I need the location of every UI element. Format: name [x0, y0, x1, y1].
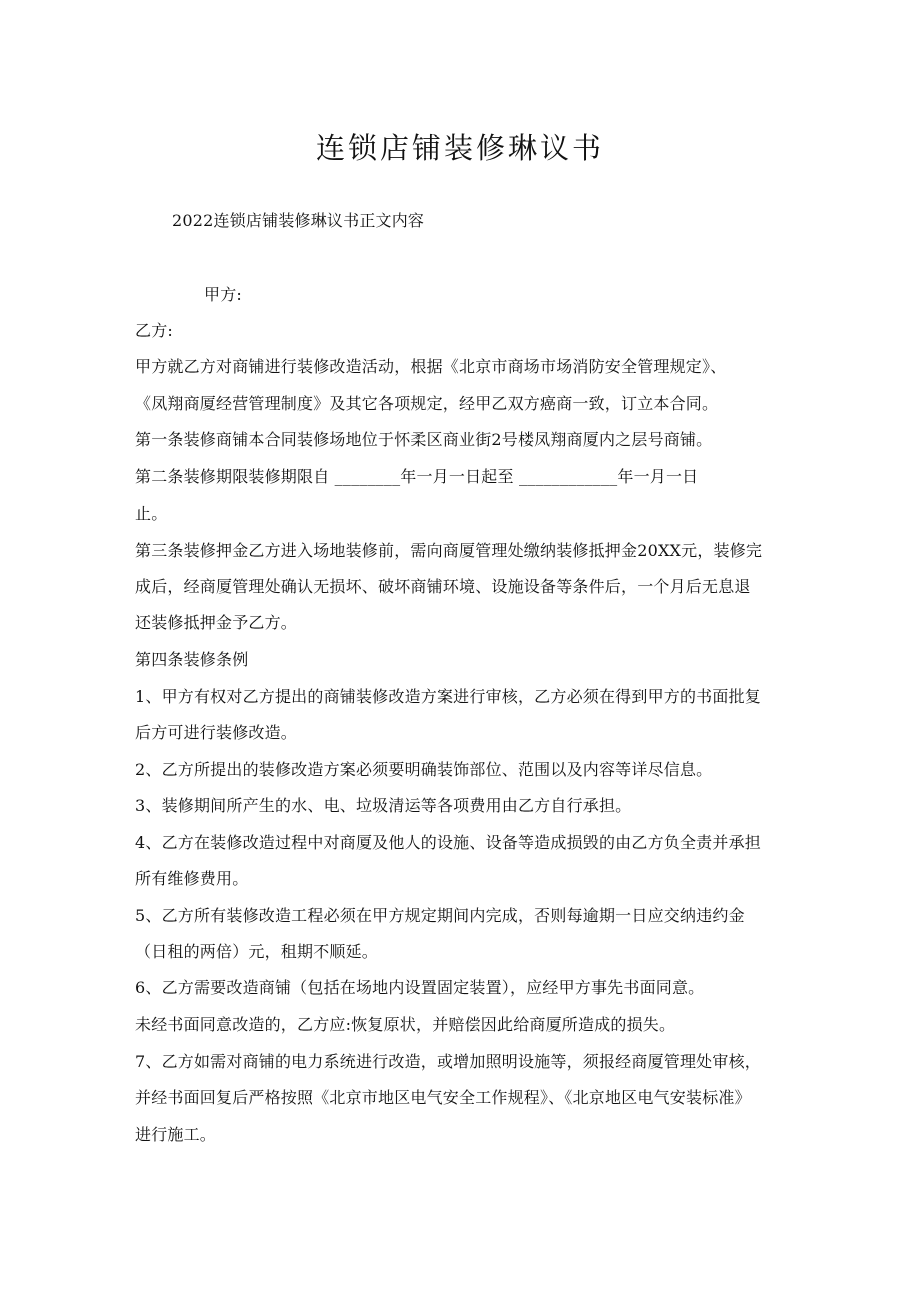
clause-7-line: 进行施工。 — [135, 1125, 217, 1144]
clause-5-line: 5、乙方所有装修改造工程必须在甲方规定期间内完成，否则每逾期一日应交纳违约金 — [135, 906, 745, 925]
article-3-line: 成后，经商厦管理处确认无损坏、破坏商铺环境、设施设备等条件后，一个月后无息退 — [135, 577, 751, 596]
article-3-line: 还装修抵押金予乙方。 — [135, 613, 298, 632]
clause-6-line: 6、乙方需要改造商铺（包括在场地内设置固定装置），应经甲方事先书面同意。 — [135, 978, 705, 997]
clause-5-line: （日租的两倍）元，租期不顺延。 — [135, 942, 379, 961]
article-2-line: 第二条装修期限装修期限自 ________年一月一日起至 ____________年一月一日 — [135, 467, 699, 486]
document-subtitle: 2022连锁店铺装修琳议书正文内容 — [172, 211, 425, 230]
clause-3-line: 3、装修期间所产生的水、电、垃圾清运等各项费用由乙方自行承担。 — [135, 796, 632, 815]
clause-7-line: 并经书面回复后严格按照《北京市地区电气安全工作规程》、《北京地区电气安装标准》 — [135, 1088, 751, 1107]
paragraph-line: 甲方就乙方对商铺进行装修改造活动，根据《北京市商场市场消防安全管理规定》、 — [135, 357, 727, 376]
document-title: 连锁店铺装修琳议书 — [315, 131, 604, 165]
clause-1-line: 后方可进行装修改造。 — [135, 723, 298, 742]
article-2-line: 止。 — [135, 504, 168, 523]
clause-7-line: 7、乙方如需对商铺的电力系统进行改造，或增加照明设施等，须报经商厦管理处审核， — [135, 1052, 761, 1071]
article-3-line: 第三条装修押金乙方进入场地装修前，需向商厦管理处缴纳装修抵押金20XX元，装修完 — [135, 541, 763, 560]
party-b-line: 乙方: — [135, 321, 173, 340]
clause-2-line: 2、乙方所提出的装修改造方案必须要明确装饰部位、范围以及内容等详尽信息。 — [135, 760, 713, 779]
article-4-heading: 第四条装修条例 — [135, 650, 249, 669]
clause-4-line: 4、乙方在装修改造过程中对商厦及他人的设施、设备等造成损毁的由乙方负全责并承担 — [135, 833, 761, 852]
article-1-line: 第一条装修商铺本合同装修场地位于怀柔区商业街2号楼凤翔商厦内之层号商铺。 — [135, 430, 713, 449]
paragraph-line: 《凤翔商厦经营管理制度》及其它各项规定，经甲乙双方癌商一致，订立本合同。 — [135, 394, 719, 413]
party-a-line: 甲方: — [204, 285, 242, 304]
clause-4-line: 所有维修费用。 — [135, 869, 249, 888]
clause-1-line: 1、甲方有权对乙方提出的商铺装修改造方案进行审核，乙方必须在得到甲方的书面批复 — [135, 687, 761, 706]
clause-6-line: 未经书面同意改造的，乙方应:恢复原状，并赔偿因此给商厦所造成的损失。 — [135, 1015, 676, 1034]
